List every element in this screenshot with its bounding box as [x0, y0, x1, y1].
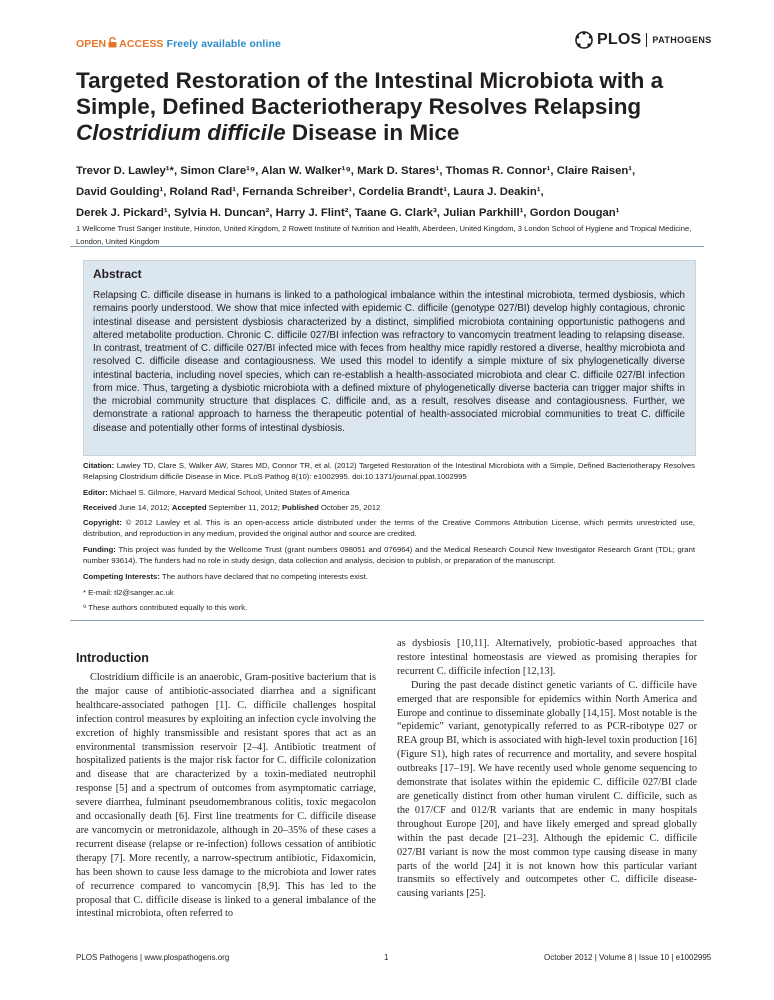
- intro-paragraph-1-cont: as dysbiosis [10,11]. Alternatively, probiotic-based approaches that restore intestinal homeostasis are viewed as promising therapies for recurrent C. difficile infection [12,13].: [397, 638, 697, 677]
- competing-block: [83, 571, 695, 582]
- equal-contribution-line: ⁹ These authors contributed equally to this work.: [83, 603, 248, 612]
- received-date: June 14, 2012;: [118, 503, 170, 512]
- dates-block: [83, 502, 695, 513]
- editor-text: Michael S. Gilmore, Harvard Medical School, United States of America: [109, 488, 350, 497]
- open-access-banner: [76, 37, 281, 50]
- plos-circle-logo-icon: [574, 30, 594, 50]
- plos-wordmark: PLOS: [597, 31, 642, 48]
- access-label: ACCESS: [119, 38, 164, 50]
- copyright-label: Copyright:: [83, 518, 122, 527]
- accepted-date: September 11, 2012;: [208, 503, 280, 512]
- competing-label: Competing Interests:: [83, 572, 160, 581]
- meta-divider: [70, 620, 704, 621]
- editor-block: [83, 487, 695, 498]
- citation-text: Lawley TD, Clare S, Walker AW, Stares MD, Connor TR, et al. (2012) Targeted Restoration of the Intestinal Microbiota with a Simple, Defined Bacteriotherapy Resolves Relapsing Clostridium difficile Disease in Mice. PLoS Pathog 8(10): e1002995. doi:10.1371/journal.ppat.1002995: [83, 461, 695, 482]
- intro-column-left: [76, 671, 376, 921]
- accepted-label: Accepted: [171, 503, 207, 512]
- editor-label: Editor:: [83, 488, 108, 497]
- author-list: [76, 161, 716, 224]
- title-line-2: Simple, Defined Bacteriotherapy Resolves Relapsing: [76, 94, 642, 119]
- introduction-heading: Introduction: [76, 651, 149, 665]
- title-line-1: Targeted Restoration of the Intestinal Microbiota with a: [76, 68, 664, 93]
- abstract-heading: Abstract: [93, 267, 142, 281]
- email-line: * E-mail: tl2@sanger.ac.uk: [83, 588, 174, 597]
- published-date: October 25, 2012: [320, 503, 381, 512]
- top-divider: [70, 246, 704, 247]
- page-number: 1: [384, 953, 389, 962]
- competing-text: The authors have declared that no competing interests exist.: [161, 572, 368, 581]
- open-label: OPEN: [76, 38, 107, 50]
- article-title: [76, 68, 716, 146]
- funding-block: [83, 544, 695, 567]
- intro-paragraph-2: During the past decade distinct genetic variants of C. difficile have emerged that are responsible for epidemics within North America and Europe and continue to disseminate globally [14,15]. Most notable is the “epidemic” variant, genotypically referred to as PCR-ribotype 027 or REA group BI, which is associated with high-level toxin production [16](Figure S1), high rates of recurrence and mortality, and severe hospital outbreaks [17–19]. We have recently used whole genome sequencing to demonstrate that isolates within the epidemic C. difficile 027/BI clade are genetically distinct from other human virulent C. difficile, such as the 017/CF and 012/R variants that are endemic in many hospitals throughout Europe [20], and have likely emerged and spread globally within the past decade [21–23]. Although the epidemic C. difficile 027/BI variant is now the most common type causing disease in many parts of the world [24] it is not known how this particular variant transmits so effectively and outcompetes other C. difficile disease-causing variants [25].: [397, 679, 697, 900]
- citation-label: Citation:: [83, 461, 115, 470]
- title-end: Disease in Mice: [285, 120, 460, 145]
- title-line-3: [76, 120, 716, 146]
- intro-column-right: [397, 637, 697, 901]
- author-line-3: Derek J. Pickard¹, Sylvia H. Duncan², Harry J. Flint², Taane G. Clark³, Julian Parkhill¹, Gordon Dougan¹: [76, 207, 620, 219]
- author-line-2: David Goulding¹, Roland Rad¹, Fernanda Schreiber¹, Cordelia Brandt¹, Laura J. Deakin¹,: [76, 186, 544, 198]
- copyright-block: [83, 517, 695, 540]
- title-organism: Clostridium difficile: [76, 120, 286, 145]
- journal-logo: [574, 30, 712, 50]
- affiliations: 1 Wellcome Trust Sanger Institute, Hinxton, United Kingdom, 2 Rowett Institute of Nutrition and Health, Aberdeen, United Kingdom, 3 London School of Hygiene and Tropical Medicine, London, United Kingdom: [76, 224, 692, 246]
- citation-block: [83, 460, 695, 483]
- author-line-1: Trevor D. Lawley¹*, Simon Clare¹⁹, Alan W. Walker¹⁹, Mark D. Stares¹, Thomas R. Connor¹, Claire Raisen¹,: [76, 165, 636, 177]
- journal-name: PATHOGENS: [652, 35, 712, 45]
- intro-paragraph-1: Clostridium difficile is an anaerobic, Gram-positive bacterium that is the major cause of antibiotic-associated diarrhea and a significant healthcare-associated pathogen [1]. C. difficile challenges hospital infection control measures by exploiting an infection cycle involving the excretion of highly transmissible and resistant spores that act as an environmental transmission reservoir [2–4]. Antibiotic treatment of hospitalized patients is the major risk factor for C. difficile colonization and disease that are characterized by a toxin-mediated neutrophil response [5] and a spectrum of outcomes from asymptomatic carriage, severe diarrhea, fulminant pseudomembranous colitis, toxic megacolon and occasionally death [6]. First line treatments for C. difficile disease are vancomycin or metronidazole, although in 20–35% of these cases a recurrent disease (relapse or re-infection) follows cessation of antibiotic therapy [7]. More recently, a narrow-spectrum antibiotic, Fidaxomicin, has been shown to cause less damage to the microbiota and lower rates of recurrence compared to vancomycin [8,9]. This has led to the proposal that C. difficile disease is linked to a general imbalance of the intestinal microbiota, often referred to: [76, 672, 376, 920]
- footer-issue: October 2012 | Volume 8 | Issue 10 | e1002995: [544, 953, 712, 962]
- open-lock-icon: [108, 37, 117, 48]
- footer-journal: PLOS Pathogens | www.plospathogens.org: [76, 953, 230, 962]
- copyright-text: © 2012 Lawley et al. This is an open-access article distributed under the terms of the Creative Commons Attribution License, which permits unrestricted use, distribution, and reproduction in any medium, provided the original author and source are credited.: [83, 518, 696, 539]
- free-label: Freely available online: [166, 38, 281, 50]
- logo-divider: [646, 33, 647, 47]
- funding-label: Funding:: [83, 545, 116, 554]
- abstract-text: Relapsing C. difficile disease in humans is linked to a pathological imbalance within the intestinal microbiota, termed dysbiosis, which remains poorly understood. We show that mice infected with epidemic C. difficile (genotype 027/BI) develop highly contagious, chronic intestinal disease and persistent dysbiosis characterized by a distinct, simplified microbiota containing opportunistic pathogens and altered metabolite production. Chronic C. difficile 027/BI infection was refractory to vancomycin treatment leading to relapsing disease. In contrast, treatment of C. difficile 027/BI infected mice with feces from healthy mice rapidly restored a diverse, healthy microbiota and resolved C. difficile disease and contagiousness. We used this model to identify a simple mixture of six phylogenetically diverse intestinal bacteria, including novel species, which can re-establish a health-associated microbiota and clear C. difficile 027/BI infection from mice. Thus, targeting a dysbiotic microbiota with a defined mixture of phylogenetically diverse bacteria can trigger major shifts in the microbial community structure that displaces C. difficile and, as a result, resolves disease and contagiousness. Further, we demonstrate a rational approach to harness the therapeutic potential of health-associated microbial communities to treat C. difficile disease and potentially other forms of intestinal dysbiosis.: [93, 290, 685, 434]
- funding-text: This project was funded by the Wellcome Trust (grant numbers 098051 and 076964) and the Medical Research Council New Investigator Research Grant (TDL; grant number 93614). The funders had no role in study design, data collection and analysis, decision to publish, or preparation of the manuscript.: [83, 545, 695, 566]
- received-label: Received: [83, 503, 117, 512]
- published-label: Published: [282, 503, 319, 512]
